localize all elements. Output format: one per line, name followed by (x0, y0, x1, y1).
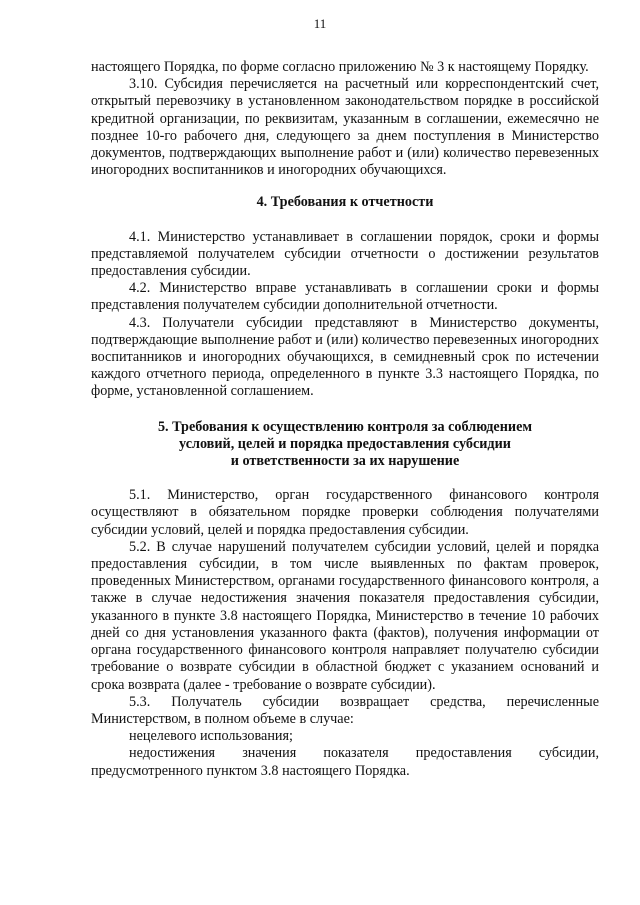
paragraph-4-3: 4.3. Получатели субсидии представляют в Министерство документы, подтверждающие выполнение работ и (или) количество перевезенных иногородних воспитанников и иногородних обучающихся, в семидневный срок по истечении каждого отчетного периода, определенного в пункте 3.3 настоящего Порядка, по форме, установленной соглашением. (91, 314, 599, 400)
section-5-title-line: условий, целей и порядка предоставления субсидии (179, 435, 511, 452)
section-5-title-line: и ответственности за их нарушение (230, 453, 460, 470)
page-number: 11 (313, 16, 327, 31)
paragraph-3-10: 3.10. Субсидия перечисляется на расчетный или корреспондентский счет, открытый перевозчику в установленном законодательством порядке в российской кредитной организации, по реквизитам, указанным в соглашении, ежемесячно не позднее 10-го рабочего дня, следующего за днем поступления в Министерство документов, подтверждающих выполнение работ и (или) количество перевезенных иногородних воспитанников и иногородних обучающихся. (91, 76, 599, 179)
paragraph-5-2: 5.2. В случае нарушений получателем субсидии условий, целей и порядка предоставления субсидии, в том числе выявленных по фактам проверок, проведенных Министерством, органами государственного финансового контроля, а также в случае недостижения значения показателя предоставления субсидии, указанного в пункте 3.8 настоящего Порядка, Министерство в течение 10 рабочих дней со дня установления указанного факта (фактов), получения информации от органа государственного финансового контроля направляет получателю субсидии требование о возврате субсидии в областной бюджет с указанием оснований и срока возврата (далее - требование о возврате субсидии). (91, 538, 599, 693)
list-item-indicator: недостижения значения показателя предоставления субсидии, предусмотренного пунктом 3.8 настоящего Порядка. (91, 745, 599, 779)
section-5-title (91, 419, 599, 471)
list-item-misuse: нецелевого использования; (129, 728, 293, 745)
document-body (91, 59, 599, 780)
paragraph-continuation: настоящего Порядка, по форме согласно приложению № 3 к настоящему Порядку. (91, 59, 589, 75)
section-5-title-line: 5. Требования к осуществлению контроля за соблюдением (157, 418, 533, 435)
paragraph-5-1: 5.1. Министерство, орган государственного финансового контроля осуществляют в обязательном порядке проверки соблюдения получателями субсидии условий, целей и порядка предоставления субсидии. (91, 487, 599, 538)
paragraph-4-2: 4.2. Министерство вправе устанавливать в соглашении сроки и формы представления получателем субсидии дополнительной отчетности. (91, 280, 599, 314)
paragraph-5-3: 5.3. Получатель субсидии возвращает средства, перечисленные Министерством, в полном объеме в случае: (91, 693, 599, 727)
section-4-title: 4. Требования к отчетности (256, 194, 434, 211)
paragraph-4-1: 4.1. Министерство устанавливает в соглашении порядок, сроки и формы представляемой получателем субсидии отчетности о достижении результатов предоставления субсидии. (91, 228, 599, 280)
